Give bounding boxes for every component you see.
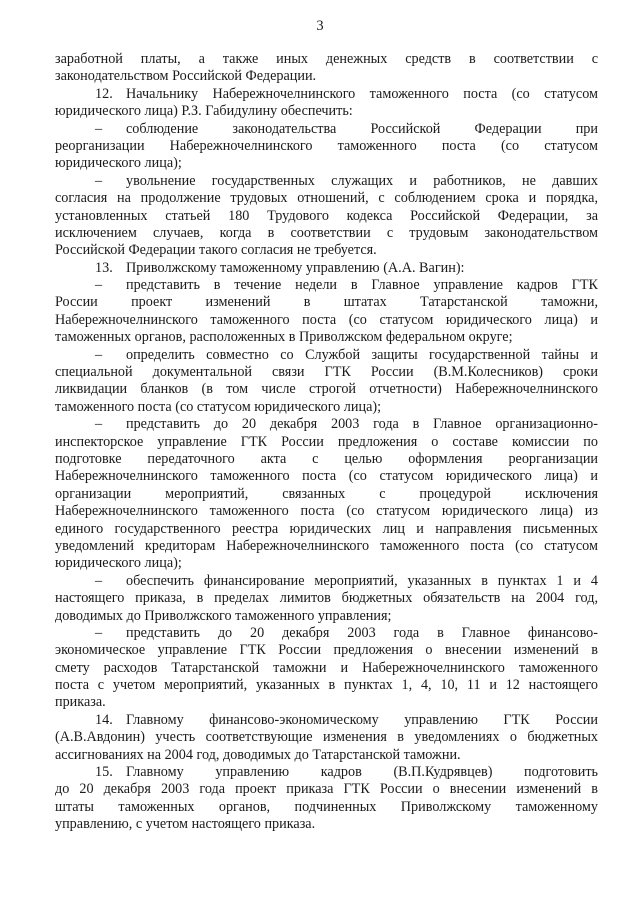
paragraph <box>55 86 598 121</box>
text-line: установленных статьей 180 Трудового кодекса Российской Федерации, за <box>55 207 598 224</box>
text-line: исключением случаев, когда в соответствии с трудовым законодательством <box>55 224 598 241</box>
paragraph <box>55 173 598 260</box>
dash-list-marker: – <box>95 416 103 433</box>
paragraph <box>55 625 598 712</box>
text-line: (А.В.Авдонин) учесть соответствующие изменения в уведомлениях о бюджетных <box>55 729 598 746</box>
text-line: Набережночелнинского таможенного поста (со статусом юридического лица) из <box>55 503 598 520</box>
text-line: инспекторское управление ГТК России предложения о составе комиссии по <box>55 433 598 450</box>
text-line: специальной документальной связи ГТК России (В.М.Колесников) сроки <box>55 364 598 381</box>
paragraph <box>55 347 598 417</box>
text-line: – представить в течение недели в Главное управление кадров ГТК <box>95 277 598 294</box>
text-line: – увольнение государственных служащих и работников, не давших <box>95 172 598 189</box>
text-line: – определить совместно со Службой защиты государственной тайны и <box>95 346 598 363</box>
text-line: доводимых до Приволжского таможенного управления; <box>55 607 392 624</box>
dash-list-marker: – <box>95 572 103 589</box>
dash-list-marker: – <box>95 172 103 189</box>
text-line: юридического лица) Р.З. Габидулину обеспечить: <box>55 103 353 120</box>
text-line: Набережночелнинского таможенного поста (со статусом юридического лица) и <box>55 468 598 485</box>
text-line: ассигнованиях на 2004 год, доводимых до Татарстанской таможни. <box>55 746 461 763</box>
text-line: уведомлений кредиторам Набережночелнинского таможенного поста (со статусом <box>55 537 598 554</box>
item-number: 15. <box>95 764 113 781</box>
text-line: до 20 декабря 2003 года проект приказа ГТК России о внесении изменений в <box>55 781 598 798</box>
paragraph <box>55 260 598 277</box>
text-line: – обеспечить финансирование мероприятий, указанных в пунктах 1 и 4 <box>95 572 598 589</box>
paragraph <box>55 416 598 573</box>
paragraph <box>55 277 598 347</box>
text-line: – представить до 20 декабря 2003 года в Главное организационно- <box>95 416 598 433</box>
text-line: штаты таможенных органов, подчиненных Приволжскому таможенному <box>55 798 598 815</box>
text-line: заработной платы, а также иных денежных средств в соответствии с <box>55 51 598 67</box>
text-line: юридического лица); <box>55 155 182 172</box>
text-line: таможенного поста (со статусом юридического лица); <box>55 398 382 415</box>
text-line: таможенных органов, расположенных в Приволжском федеральном округе; <box>55 329 513 346</box>
dash-list-marker: – <box>95 624 103 641</box>
item-number: 14. <box>95 711 113 728</box>
text-line: настоящего приказа, в пределах лимитов бюджетных обязательств на 2004 год, <box>55 590 598 607</box>
text-line: – представить до 20 декабря 2003 года в Главное финансово- <box>95 624 598 641</box>
text-line: 13. Приволжскому таможенному управлению (А.А. Вагин): <box>95 259 465 276</box>
text-line: управлению, с учетом настоящего приказа. <box>55 816 316 833</box>
text-line: единого государственного реестра юридических лиц и направления письменных <box>55 520 598 537</box>
item-number: 12. <box>95 85 113 102</box>
paragraph <box>55 51 598 86</box>
text-line: подготовке передаточного акта с целью оформления реорганизации <box>55 450 598 467</box>
text-line: России проект изменений в штатах Татарстанской таможни, <box>55 294 598 311</box>
text-line: согласия на продолжение трудовых отношений, с соблюдением срока и порядка, <box>55 190 598 207</box>
paragraph <box>55 573 598 625</box>
text-line: 14. Главному финансово-экономическому управлению ГТК России <box>95 711 598 728</box>
text-line: – соблюдение законодательства Российской Федерации при <box>95 120 598 137</box>
text-line: ликвидации бланков (в том числе строгой отчетности) Набережночелнинского <box>55 381 598 398</box>
text-line: приказа. <box>55 694 106 711</box>
text-line: 12. Начальнику Набережночелнинского таможенного поста (со статусом <box>95 85 598 102</box>
item-number: 13. <box>95 259 113 276</box>
dash-list-marker: – <box>95 277 103 294</box>
paragraph <box>55 764 598 834</box>
text-line: реорганизации Набережночелнинского таможенного поста (со статусом <box>55 137 598 154</box>
text-line: экономическое управление ГТК России предложения о внесении изменений в <box>55 642 598 659</box>
text-line: Набережночелнинского таможенного поста (со статусом юридического лица) и <box>55 311 598 328</box>
text-line: поста с учетом мероприятий, указанных в пунктах 1, 4, 10, 11 и 12 настоящего <box>55 677 598 694</box>
text-line: Российской Федерации такого согласия не требуется. <box>55 242 377 259</box>
paragraph <box>55 121 598 173</box>
text-line: законодательством Российской Федерации. <box>55 68 317 85</box>
paragraph <box>55 712 598 764</box>
page-number: 3 <box>316 18 324 34</box>
text-line: организации мероприятий, связанных с процедурой исключения <box>55 485 598 502</box>
document-body <box>55 51 598 834</box>
text-line: смету расходов Татарстанской таможни и Набережночелнинского таможенного <box>55 659 598 676</box>
dash-list-marker: – <box>95 120 103 137</box>
dash-list-marker: – <box>95 346 103 363</box>
text-line: 15. Главному управлению кадров (В.П.Кудрявцев) подготовить <box>95 764 598 781</box>
text-line: юридического лица); <box>55 555 182 572</box>
